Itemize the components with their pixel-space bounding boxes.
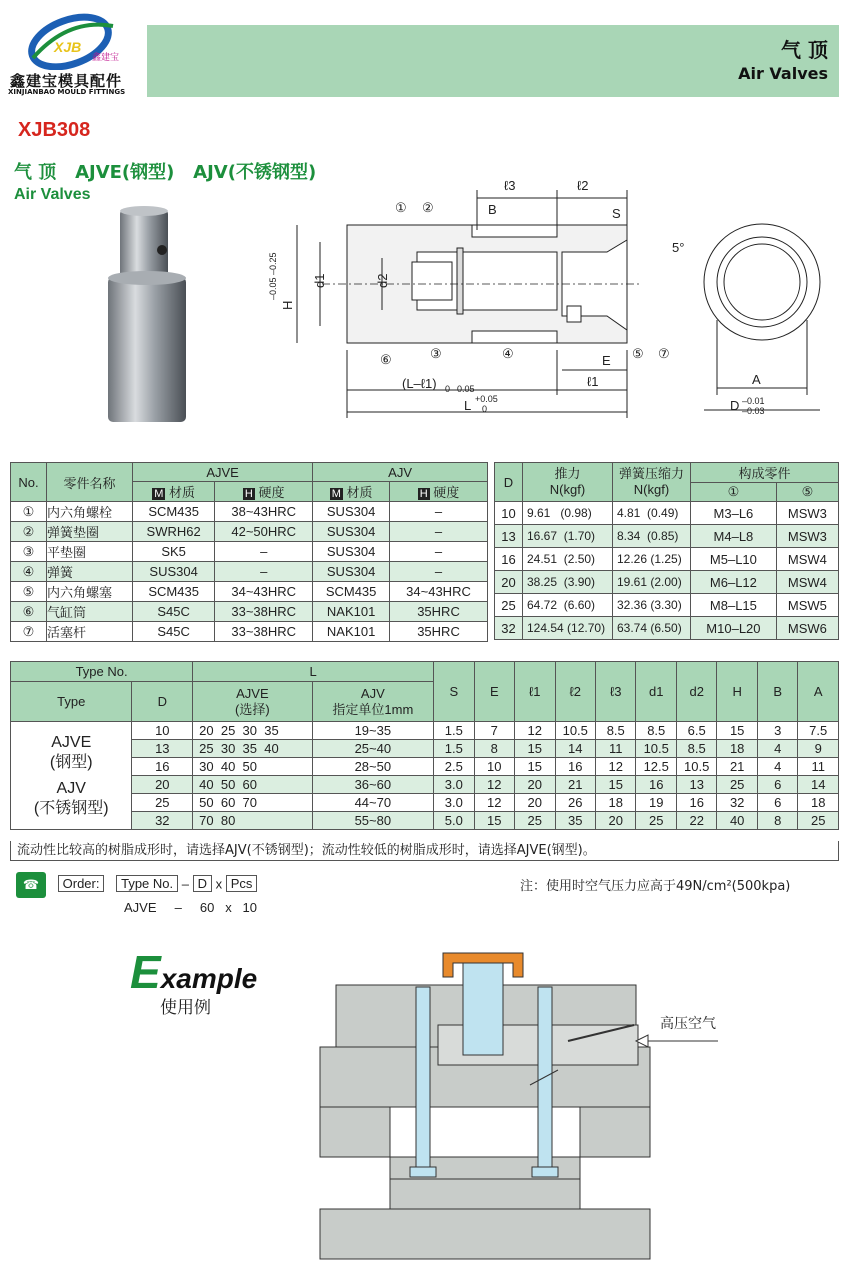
col-type: Type xyxy=(11,682,132,722)
table-cell: 38.25 (3.90) xyxy=(523,571,613,594)
table-cell: 8 xyxy=(474,740,514,758)
table-cell: 28~50 xyxy=(312,758,433,776)
table-cell: 8.5 xyxy=(596,722,636,740)
section-drawing xyxy=(262,170,842,434)
table-cell: 32 xyxy=(717,794,757,812)
table-cell: 6 xyxy=(757,794,797,812)
table-cell: 70 80 xyxy=(193,812,312,830)
order-type-no: Type No. xyxy=(116,875,178,892)
table-cell: 25 xyxy=(495,594,523,617)
col-spring: 弹簧压缩力 N(kgf) xyxy=(613,463,691,502)
svg-text:–0.03: –0.03 xyxy=(742,406,765,416)
table-row xyxy=(11,812,839,830)
example-subtitle: 使用例 xyxy=(160,998,211,1018)
col-d1: d1 xyxy=(636,662,676,722)
product-photo xyxy=(100,205,195,429)
table-row xyxy=(11,776,839,794)
table-cell: 22 xyxy=(676,812,716,830)
svg-text:S: S xyxy=(612,206,621,221)
brand-name-en: XINJIANBAO MOULD FITTINGS xyxy=(8,88,126,96)
table-cell: 16 xyxy=(132,758,193,776)
type-ajve: AJVE (钢型) xyxy=(49,733,93,771)
product-subtitle-en: Air Valves xyxy=(14,186,91,203)
svg-text:–0.05: –0.05 xyxy=(452,384,475,394)
table-cell: NAK101 xyxy=(313,622,390,642)
table-row xyxy=(11,758,839,776)
col-material: M 材质 xyxy=(313,482,390,502)
table-cell: 30 40 50 xyxy=(193,758,312,776)
table-row xyxy=(11,794,839,812)
svg-text:–0.01: –0.01 xyxy=(742,396,765,406)
col-s: S xyxy=(434,662,474,722)
table-cell: 26 xyxy=(555,794,595,812)
table-cell: 25 30 35 40 xyxy=(193,740,312,758)
mould-diagram xyxy=(318,945,738,1269)
table-cell: 10.5 xyxy=(555,722,595,740)
table-cell: 25 xyxy=(515,812,555,830)
table-cell: 21 xyxy=(555,776,595,794)
svg-text:B: B xyxy=(488,202,497,217)
table-cell: 20 xyxy=(132,776,193,794)
table-row xyxy=(495,502,839,525)
svg-text:L: L xyxy=(464,398,472,413)
table-cell: 7 xyxy=(474,722,514,740)
table-cell: M6–L12 xyxy=(691,571,777,594)
table-cell: 35HRC xyxy=(390,602,488,622)
col-d: D xyxy=(132,682,193,722)
col-d: D xyxy=(495,463,523,502)
table-cell: 21 xyxy=(717,758,757,776)
order-example: AJVE – 60 x 10 xyxy=(124,900,257,915)
table-cell: 7.5 xyxy=(798,722,839,740)
table-row xyxy=(11,542,488,562)
col-part5: ⑤ xyxy=(776,483,838,502)
order-label: Order: xyxy=(58,875,105,892)
table-cell: ② xyxy=(11,522,47,542)
col-ajv: AJV xyxy=(313,463,488,482)
table-cell: 8.5 xyxy=(676,740,716,758)
table-cell: 35HRC xyxy=(390,622,488,642)
table-cell: 34~43HRC xyxy=(390,582,488,602)
table-cell: 124.54 (12.70) xyxy=(523,617,613,640)
table-cell: 20 xyxy=(515,776,555,794)
table-cell: 弹簧垫圈 xyxy=(47,522,133,542)
svg-text:XJB: XJB xyxy=(54,39,82,55)
table-cell: 20 xyxy=(515,794,555,812)
table-cell: 气缸筒 xyxy=(47,602,133,622)
table-cell: 12 xyxy=(596,758,636,776)
phone-icon: ☎ xyxy=(16,872,46,898)
table-cell: 16 xyxy=(495,548,523,571)
table-cell: 32 xyxy=(132,812,193,830)
table-row xyxy=(495,571,839,594)
table-cell: ③ xyxy=(11,542,47,562)
table-cell: 20 25 30 35 xyxy=(193,722,312,740)
svg-text:ℓ1: ℓ1 xyxy=(587,374,599,389)
col-ajve: AJVE xyxy=(133,463,313,482)
col-ajve: AJVE (选择) xyxy=(193,682,312,722)
table-cell: 20 xyxy=(495,571,523,594)
table-cell: 5.0 xyxy=(434,812,474,830)
type-ajv: AJV (不锈钢型) xyxy=(33,779,109,817)
table-cell: MSW3 xyxy=(776,525,838,548)
table-cell: ⑤ xyxy=(11,582,47,602)
table-row xyxy=(11,740,839,758)
table-row xyxy=(11,562,488,582)
svg-text:D: D xyxy=(730,398,740,413)
table-cell: 18 xyxy=(596,794,636,812)
table-cell: 3.0 xyxy=(434,794,474,812)
table-cell: ④ xyxy=(11,562,47,582)
table-cell: 16 xyxy=(555,758,595,776)
col-a: A xyxy=(798,662,839,722)
table-cell: 13 xyxy=(495,525,523,548)
table-cell: – xyxy=(215,542,313,562)
table-cell: 19 xyxy=(636,794,676,812)
order-sep: x xyxy=(215,876,223,892)
parts-table xyxy=(10,462,488,642)
example-title: Example xyxy=(130,946,258,998)
table-cell: 12 xyxy=(474,794,514,812)
table-cell: 12 xyxy=(515,722,555,740)
table-cell: 25 xyxy=(636,812,676,830)
table-cell: 内六角螺塞 xyxy=(47,582,133,602)
svg-text:ℓ2: ℓ2 xyxy=(577,178,589,193)
table-cell: SCM435 xyxy=(313,582,390,602)
svg-text:+0.05: +0.05 xyxy=(475,394,498,404)
table-cell: 25 xyxy=(717,776,757,794)
order-sep: – xyxy=(181,876,189,892)
table-row xyxy=(11,502,488,522)
table-cell: 10 xyxy=(132,722,193,740)
table-cell: 1.5 xyxy=(434,740,474,758)
table-cell: SUS304 xyxy=(133,562,215,582)
table-row xyxy=(11,722,839,740)
svg-text:0: 0 xyxy=(482,404,488,414)
svg-text:d1: d1 xyxy=(312,273,327,288)
table-cell: 15 xyxy=(717,722,757,740)
table-cell: MSW6 xyxy=(776,617,838,640)
header-title-cn: 气 顶 xyxy=(781,38,828,62)
table-cell: SK5 xyxy=(133,542,215,562)
table-cell: 63.74 (6.50) xyxy=(613,617,691,640)
table-cell: 平垫圈 xyxy=(47,542,133,562)
pressure-note: 注：使用时空气压力应高于49N/cm²(500kpa) xyxy=(520,879,791,894)
table-cell: 10 xyxy=(495,502,523,525)
table-cell: 8 xyxy=(757,812,797,830)
svg-text:⑥: ⑥ xyxy=(380,352,392,367)
table-cell: M4–L8 xyxy=(691,525,777,548)
table-cell: SCM435 xyxy=(133,582,215,602)
table-cell: – xyxy=(390,522,488,542)
col-b: B xyxy=(757,662,797,722)
col-hardness: H 硬度 xyxy=(215,482,313,502)
table-cell: 35 xyxy=(555,812,595,830)
table-cell: – xyxy=(390,562,488,582)
table-row xyxy=(495,525,839,548)
table-cell: 14 xyxy=(555,740,595,758)
col-name: 零件名称 xyxy=(47,463,133,502)
table-cell: SUS304 xyxy=(313,562,390,582)
force-table xyxy=(494,462,839,640)
table-cell: S45C xyxy=(133,622,215,642)
table-cell: 11 xyxy=(798,758,839,776)
type-cell xyxy=(11,722,132,830)
table-row xyxy=(11,522,488,542)
col-type-no: Type No. xyxy=(11,662,193,682)
table-cell: 34~43HRC xyxy=(215,582,313,602)
table-cell: 1.5 xyxy=(434,722,474,740)
table-cell: 12.5 xyxy=(636,758,676,776)
table-cell: 38~43HRC xyxy=(215,502,313,522)
svg-text:H: H xyxy=(280,300,295,310)
svg-text:②: ② xyxy=(422,200,434,215)
table-cell: 42~50HRC xyxy=(215,522,313,542)
order-d: D xyxy=(193,875,212,892)
table-cell: MSW4 xyxy=(776,548,838,571)
table-cell: 19.61 (2.00) xyxy=(613,571,691,594)
dimension-table xyxy=(10,661,839,830)
table-cell: M5–L10 xyxy=(691,548,777,571)
svg-text:5°: 5° xyxy=(672,240,685,255)
col-thrust: 推力 N(kgf) xyxy=(523,463,613,502)
resin-note: 流动性比较高的树脂成形时，请选择AJV(不锈钢型)；流动性较低的树脂成形时，请选择AJVE(钢型)。 xyxy=(10,841,839,861)
table-cell: 40 xyxy=(717,812,757,830)
table-cell: 10 xyxy=(474,758,514,776)
table-cell: 32.36 (3.30) xyxy=(613,594,691,617)
table-cell: MSW5 xyxy=(776,594,838,617)
table-cell: 55~80 xyxy=(312,812,433,830)
table-cell: 10.5 xyxy=(636,740,676,758)
svg-text:⑦: ⑦ xyxy=(658,346,670,361)
brand-name-cn: 鑫建宝模具配件 xyxy=(10,72,123,90)
table-cell: M3–L6 xyxy=(691,502,777,525)
table-cell: 6 xyxy=(757,776,797,794)
svg-text:d2: d2 xyxy=(375,273,390,288)
table-cell: SUS304 xyxy=(313,522,390,542)
table-cell: 3.0 xyxy=(434,776,474,794)
col-no: No. xyxy=(11,463,47,502)
table-cell: 15 xyxy=(596,776,636,794)
svg-text:A: A xyxy=(752,372,761,387)
product-code: XJB308 xyxy=(18,119,91,141)
col-d2: d2 xyxy=(676,662,716,722)
table-cell: 18 xyxy=(717,740,757,758)
table-cell: 2.5 xyxy=(434,758,474,776)
table-cell: 活塞杆 xyxy=(47,622,133,642)
svg-text:E: E xyxy=(602,353,611,368)
table-cell: 16 xyxy=(636,776,676,794)
table-cell: – xyxy=(390,502,488,522)
product-subtitle-cn: 气 顶 AJVE(钢型) AJV(不锈钢型) xyxy=(14,162,317,183)
table-cell: 11 xyxy=(596,740,636,758)
table-cell: 16 xyxy=(676,794,716,812)
table-cell: 12.26 (1.25) xyxy=(613,548,691,571)
col-l1: ℓ1 xyxy=(515,662,555,722)
table-cell: SCM435 xyxy=(133,502,215,522)
table-cell: 64.72 (6.60) xyxy=(523,594,613,617)
table-cell: 6.5 xyxy=(676,722,716,740)
svg-text:鑫建宝: 鑫建宝 xyxy=(92,53,120,63)
table-cell: 20 xyxy=(596,812,636,830)
table-cell: 13 xyxy=(132,740,193,758)
table-cell: 4.81 (0.49) xyxy=(613,502,691,525)
table-row xyxy=(495,594,839,617)
table-cell: 4 xyxy=(757,740,797,758)
table-cell: M8–L15 xyxy=(691,594,777,617)
table-cell: 33~38HRC xyxy=(215,602,313,622)
svg-text:(L–ℓ1): (L–ℓ1) xyxy=(402,376,437,391)
svg-text:①: ① xyxy=(395,200,407,215)
table-cell: 8.5 xyxy=(636,722,676,740)
table-row xyxy=(495,617,839,640)
table-cell: 10.5 xyxy=(676,758,716,776)
table-cell: – xyxy=(215,562,313,582)
table-cell: 25 xyxy=(132,794,193,812)
table-cell: MSW4 xyxy=(776,571,838,594)
table-cell: 50 60 70 xyxy=(193,794,312,812)
order-pcs: Pcs xyxy=(226,875,258,892)
svg-text:④: ④ xyxy=(502,346,514,361)
table-cell: 44~70 xyxy=(312,794,433,812)
table-cell: 33~38HRC xyxy=(215,622,313,642)
col-l2: ℓ2 xyxy=(555,662,595,722)
table-cell: 18 xyxy=(798,794,839,812)
table-cell: 9.61 (0.98) xyxy=(523,502,613,525)
col-l: L xyxy=(193,662,434,682)
col-e: E xyxy=(474,662,514,722)
table-cell: 内六角螺栓 xyxy=(47,502,133,522)
col-parts: 构成零件 xyxy=(691,463,839,483)
table-cell: ① xyxy=(11,502,47,522)
col-material: M 材质 xyxy=(133,482,215,502)
table-row xyxy=(11,602,488,622)
table-row xyxy=(495,548,839,571)
header-title-en: Air Valves xyxy=(738,64,828,83)
col-hardness: H 硬度 xyxy=(390,482,488,502)
table-cell: 3 xyxy=(757,722,797,740)
table-cell: 15 xyxy=(515,758,555,776)
table-cell: 弹簧 xyxy=(47,562,133,582)
table-cell: 14 xyxy=(798,776,839,794)
table-cell: ⑦ xyxy=(11,622,47,642)
air-label: 高压空气 xyxy=(660,1016,716,1032)
table-cell: – xyxy=(390,542,488,562)
table-cell: SUS304 xyxy=(313,542,390,562)
table-cell: S45C xyxy=(133,602,215,622)
table-cell: 32 xyxy=(495,617,523,640)
svg-text:⑤: ⑤ xyxy=(632,346,644,361)
table-cell: 9 xyxy=(798,740,839,758)
table-cell: 36~60 xyxy=(312,776,433,794)
col-ajv: AJV 指定单位1mm xyxy=(312,682,433,722)
table-cell: 15 xyxy=(474,812,514,830)
table-cell: NAK101 xyxy=(313,602,390,622)
table-cell: 8.34 (0.85) xyxy=(613,525,691,548)
table-cell: 13 xyxy=(676,776,716,794)
table-cell: 25 xyxy=(798,812,839,830)
table-row xyxy=(11,582,488,602)
table-cell: 12 xyxy=(474,776,514,794)
table-cell: 16.67 (1.70) xyxy=(523,525,613,548)
table-cell: 24.51 (2.50) xyxy=(523,548,613,571)
col-l3: ℓ3 xyxy=(596,662,636,722)
table-cell: SWRH62 xyxy=(133,522,215,542)
svg-text:0: 0 xyxy=(445,384,451,394)
svg-text:③: ③ xyxy=(430,346,442,361)
header-band xyxy=(147,25,839,97)
svg-text:ℓ3: ℓ3 xyxy=(504,178,516,193)
svg-text:–0.05 –0.25: –0.05 –0.25 xyxy=(268,252,278,300)
table-cell: 19~35 xyxy=(312,722,433,740)
col-part1: ① xyxy=(691,483,777,502)
table-cell: MSW3 xyxy=(776,502,838,525)
table-cell: 40 50 60 xyxy=(193,776,312,794)
table-cell: 15 xyxy=(515,740,555,758)
table-cell: ⑥ xyxy=(11,602,47,622)
table-cell: M10–L20 xyxy=(691,617,777,640)
table-row xyxy=(11,622,488,642)
table-cell: 4 xyxy=(757,758,797,776)
table-cell: 25~40 xyxy=(312,740,433,758)
order-row xyxy=(16,872,257,915)
table-cell: SUS304 xyxy=(313,502,390,522)
col-h: H xyxy=(717,662,757,722)
